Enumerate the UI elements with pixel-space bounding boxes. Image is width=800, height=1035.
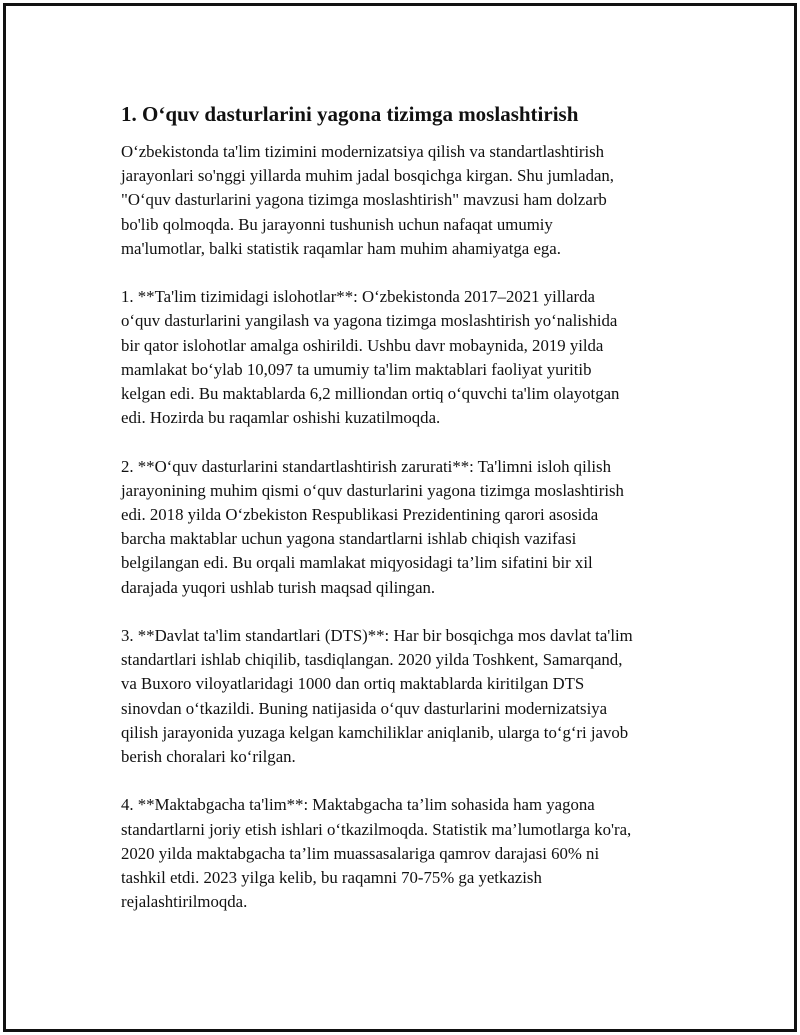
- document-body: [121, 100, 691, 939]
- paragraph-reforms: 1. **Ta'lim tizimidagi islohotlar**: O‘zbekistonda 2017–2021 yillarda o‘quv dasturlarini yangilash va yagona tizimga moslashtirish yo‘nalishida bir qator islohotlar amalga oshirildi. Ushbu davr mobaynida, 2019 yilda mamlakat bo‘ylab 10,097 ta umumiy ta'lim maktablari faoliyat yuritib kelgan edi. Bu maktablarda 6,2 milliondan ortiq o‘quvchi ta'lim olayotgan edi. Hozirda bu raqamlar oshishi kuzatilmoqda.: [121, 287, 620, 428]
- section-heading: 1. O‘quv dasturlarini yagona tizimga moslashtirish: [121, 102, 579, 126]
- page-frame: [3, 3, 797, 1032]
- paragraph-dts: 3. **Davlat ta'lim standartlari (DTS)**: Har bir bosqichga mos davlat ta'lim standartlari ishlab chiqilib, tasdiqlangan. 2020 yilda Toshkent, Samarqand, va Buxoro viloyatlaridagi 1000 dan ortiq maktablarda kiritilgan DTS sinovdan o‘tkazildi. Buning natijasida o‘quv dasturlarini modernizatsiya qilish jarayonida yuzaga kelgan kamchiliklar aniqlanib, ularga to‘g‘ri javob berish choralari ko‘rilgan.: [121, 626, 633, 767]
- paragraph-preschool: 4. **Maktabgacha ta'lim**: Maktabgacha ta’lim sohasida ham yagona standartlarni joriy etish ishlari o‘tkazilmoqda. Statistik ma’lumotlarga ko'ra, 2020 yilda maktabgacha ta’lim muassasalariga qamrov darajasi 60% ni tashkil etdi. 2023 yilga kelib, bu raqamni 70-75% ga yetkazish rejalashtirilmoqda.: [121, 795, 632, 912]
- paragraph-standardization: 2. **O‘quv dasturlarini standartlashtirish zarurati**: Ta'limni isloh qilish jarayonining muhim qismi o‘quv dasturlarini yagona tizimga moslashtirish edi. 2018 yilda O‘zbekiston Respublikasi Prezidentining qarori asosida barcha maktablar uchun yagona standartlarni ishlab chiqish vazifasi belgilangan edi. Bu orqali mamlakat miqyosidagi ta’lim sifatini bir xil darajada yuqori ushlab turish maqsad qilingan.: [121, 456, 624, 597]
- intro-paragraph: O‘zbekistonda ta'lim tizimini modernizatsiya qilish va standartlashtirish jarayonlari so'nggi yillarda muhim jadal bosqichga kirgan. Shu jumladan, "O‘quv dasturlarini yagona tizimga moslashtirish" mavzusi ham dolzarb bo'lib qolmoqda. Bu jarayonni tushunish uchun nafaqat umumiy ma'lumotlar, balki statistik raqamlar ham muhim ahamiyatga ega.: [121, 142, 614, 258]
